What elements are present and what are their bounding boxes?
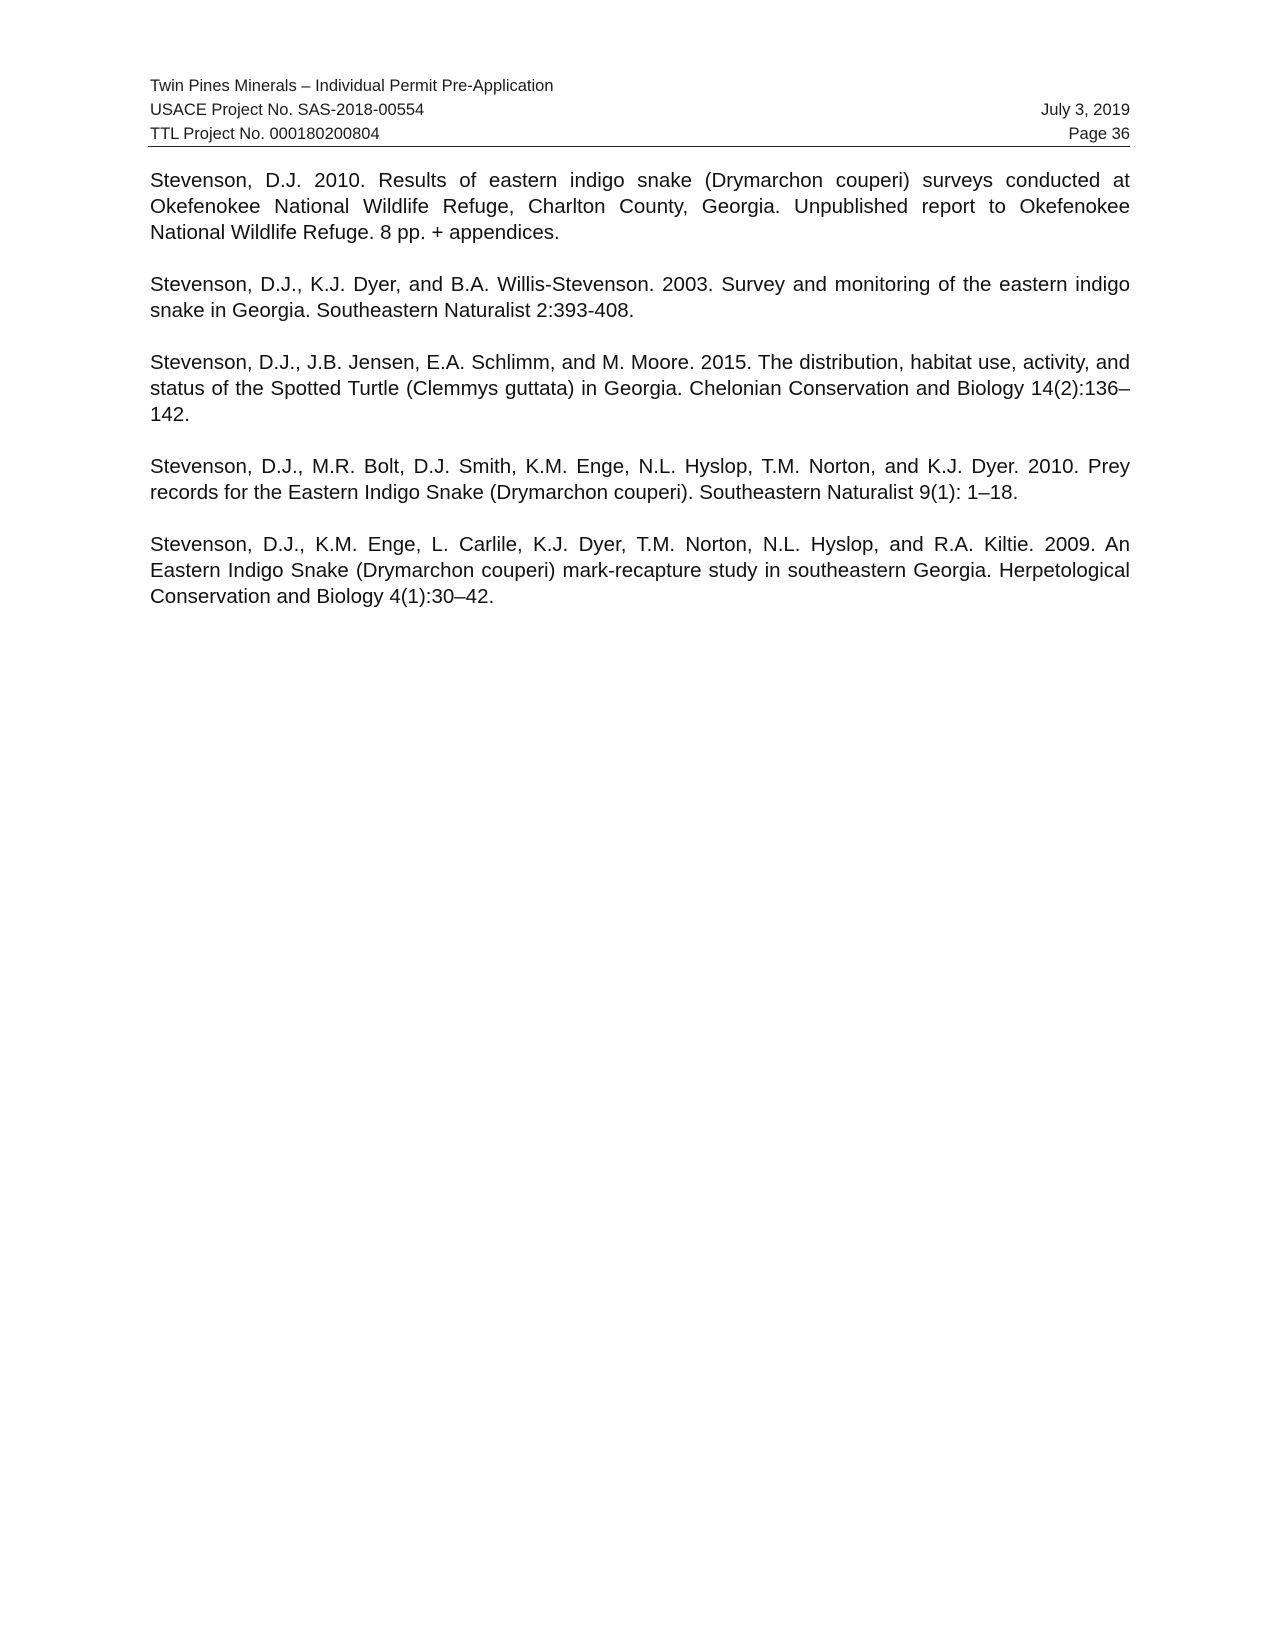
header-date: July 3, 2019	[1041, 101, 1130, 119]
reference-entry: Stevenson, D.J., K.M. Enge, L. Carlile, K.J. Dyer, T.M. Norton, N.L. Hyslop, and R.A. Kiltie. 2009. An Eastern Indigo Snake (Drymarchon couperi) mark-recapture study in southeastern Georgia. Herpetological Conservation and Biology 4(1):30–42.	[150, 533, 1130, 608]
reference-entry: Stevenson, D.J., K.J. Dyer, and B.A. Willis-Stevenson. 2003. Survey and monitoring of the eastern indigo snake in Georgia. Southeastern Naturalist 2:393-408.	[150, 273, 1130, 322]
header-row-2	[150, 98, 1130, 122]
reference-list	[150, 168, 1130, 636]
header-divider	[148, 146, 1130, 147]
reference-entry: Stevenson, D.J., M.R. Bolt, D.J. Smith, K.M. Enge, N.L. Hyslop, T.M. Norton, and K.J. Dyer. 2010. Prey records for the Eastern Indigo Snake (Drymarchon couperi). Southeastern Naturalist 9(1): 1–18.	[150, 455, 1130, 504]
reference-entry: Stevenson, D.J., J.B. Jensen, E.A. Schlimm, and M. Moore. 2015. The distribution, habitat use, activity, and status of the Spotted Turtle (Clemmys guttata) in Georgia. Chelonian Conservation and Biology 14(2):136–142.	[150, 351, 1130, 426]
header-ttl-project-number: TTL Project No. 000180200804	[150, 125, 380, 143]
header-page-number: Page 36	[1068, 125, 1130, 143]
header-row-1	[150, 74, 1130, 98]
header-project-title: Twin Pines Minerals – Individual Permit Pre-Application	[150, 77, 554, 95]
reference-entry: Stevenson, D.J. 2010. Results of eastern indigo snake (Drymarchon couperi) surveys conducted at Okefenokee National Wildlife Refuge, Charlton County, Georgia. Unpublished report to Okefenokee National Wildlife Refuge. 8 pp. + appendices.	[150, 169, 1130, 244]
header-usace-project-number: USACE Project No. SAS-2018-00554	[150, 101, 425, 119]
header-row-3	[150, 122, 1130, 146]
page-header	[150, 74, 1130, 146]
